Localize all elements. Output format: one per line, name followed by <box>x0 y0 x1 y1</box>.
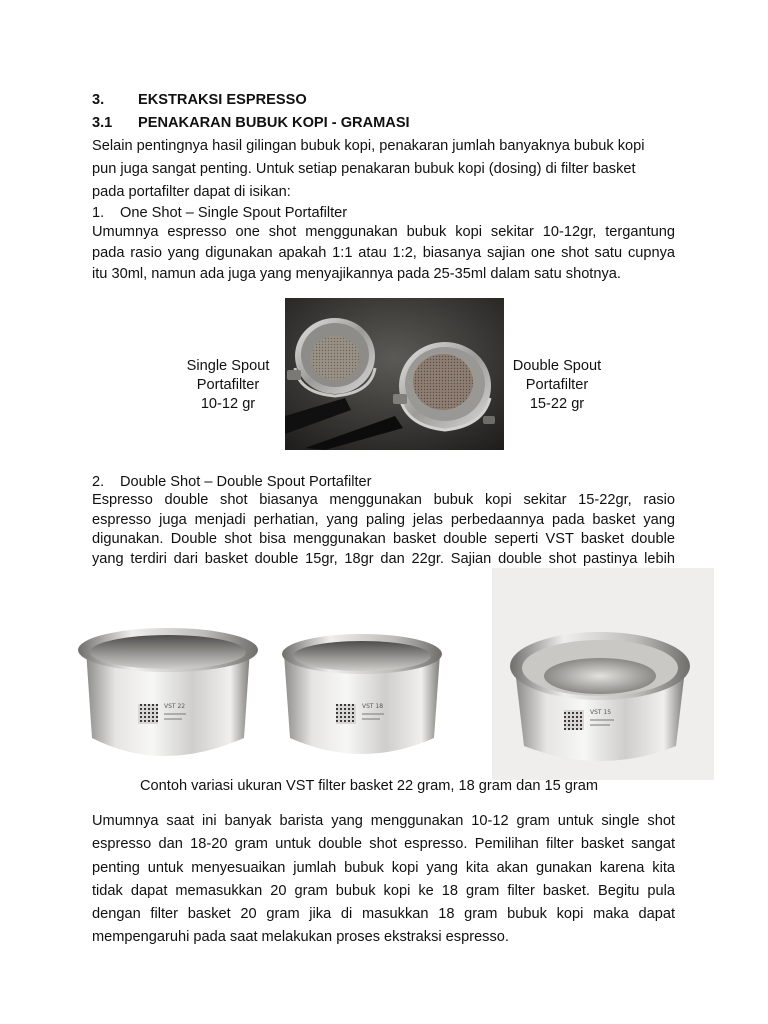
item1-line: Umumnya espresso one shot menggunakan bubuk kopi sekitar 10-12gr, tergantung <box>92 224 675 240</box>
basket-18-label: VST 18 <box>362 703 384 710</box>
subsection-heading <box>92 113 410 133</box>
closing-paragraph <box>92 810 675 950</box>
portafilter-photo-svg <box>285 298 504 450</box>
basket-15g <box>510 632 690 761</box>
basket-15-label: VST 15 <box>590 709 612 716</box>
double-spout-label-line: Portafilter <box>525 377 589 393</box>
item2-number: 2. <box>92 474 105 490</box>
intro-line: Selain pentingnya hasil gilingan bubuk kopi, penakaran jumlah banyaknya bubuk kopi <box>92 138 645 154</box>
filter-basket-photo <box>72 568 714 780</box>
item1-title: One Shot – Single Spout Portafilter <box>120 205 348 221</box>
item2-line: espresso juga menjadi perhatian, yang paling jelas perbedaannya pada basket yang <box>92 511 675 528</box>
item2-title: Double Shot – Double Spout Portafilter <box>120 474 372 490</box>
section-number: 3. <box>92 92 105 108</box>
item1-paragraph <box>92 222 675 285</box>
single-spout-label-line: Single Spout <box>186 358 270 374</box>
item2-heading <box>92 472 372 492</box>
intro-paragraph <box>92 135 675 204</box>
basket-22-label: VST 22 <box>164 703 186 710</box>
single-spout-label <box>168 357 288 414</box>
item1-heading <box>92 203 347 223</box>
closing-line: dengan filter basket 20 gram jika di masukkan 18 gram bubuk kopi maka dapat <box>92 906 675 923</box>
intro-line: pun juga sangat penting. Untuk setiap penakaran bubuk kopi (dosing) di filter basket <box>92 161 636 177</box>
figure2-caption: Contoh variasi ukuran VST filter basket 22 gram, 18 gram dan 15 gram <box>140 778 599 794</box>
single-spout-label-line: 10-12 gr <box>200 396 256 412</box>
closing-line: Umumnya saat ini banyak barista yang menggunakan 10-12 gram untuk single shot <box>92 813 675 829</box>
section-title: EKSTRAKSI ESPRESSO <box>138 92 307 108</box>
item1-line: itu 30ml, namun ada juga yang menyajikannya pada 25-35ml dalam satu shotnya. <box>92 266 621 282</box>
closing-line: penting untuk menyesuaikan jumlah bubuk kopi yang kita akan gunakan karena kita <box>92 859 675 876</box>
item1-line: pada rasio yang digunakan apakah 1:1 atau 1:2, biasanya sajian one shot satu cupnya <box>92 245 675 261</box>
subsection-title: PENAKARAN BUBUK KOPI - GRAMASI <box>138 115 410 131</box>
basket-18g <box>282 634 442 754</box>
item2-line: yang terdiri dari basket double 15gr, 18gr dan 22gr. Sajian double shot pastinya lebih <box>92 550 675 567</box>
item2-line: digunakan. Double shot bisa menggunakan basket double seperti VST basket double <box>92 531 675 548</box>
filter-basket-photo-svg <box>72 568 714 780</box>
portafilter-photo <box>285 298 504 450</box>
closing-line: espresso dan 18-20 gram untuk double shot espresso. Pemilihan filter basket sangat <box>92 836 675 853</box>
closing-line: mempengaruhi pada saat melakukan proses ekstraksi espresso. <box>92 929 509 946</box>
item2-line: Espresso double shot biasanya menggunakan bubuk kopi sekitar 15-22gr, rasio <box>92 492 675 508</box>
single-spout-label-line: Portafilter <box>196 377 260 393</box>
item1-number: 1. <box>92 205 105 221</box>
double-spout-label <box>497 357 617 414</box>
intro-line: pada portafilter dapat di isikan: <box>92 184 291 200</box>
double-spout-label-line: 15-22 gr <box>529 396 585 412</box>
section-heading <box>92 90 307 110</box>
basket-22g <box>78 628 258 756</box>
closing-line: tidak dapat memasukkan 20 gram bubuk kopi ke 18 gram filter basket. Begitu pula <box>92 882 675 899</box>
subsection-number: 3.1 <box>92 115 113 131</box>
double-spout-label-line: Double Spout <box>512 358 602 374</box>
